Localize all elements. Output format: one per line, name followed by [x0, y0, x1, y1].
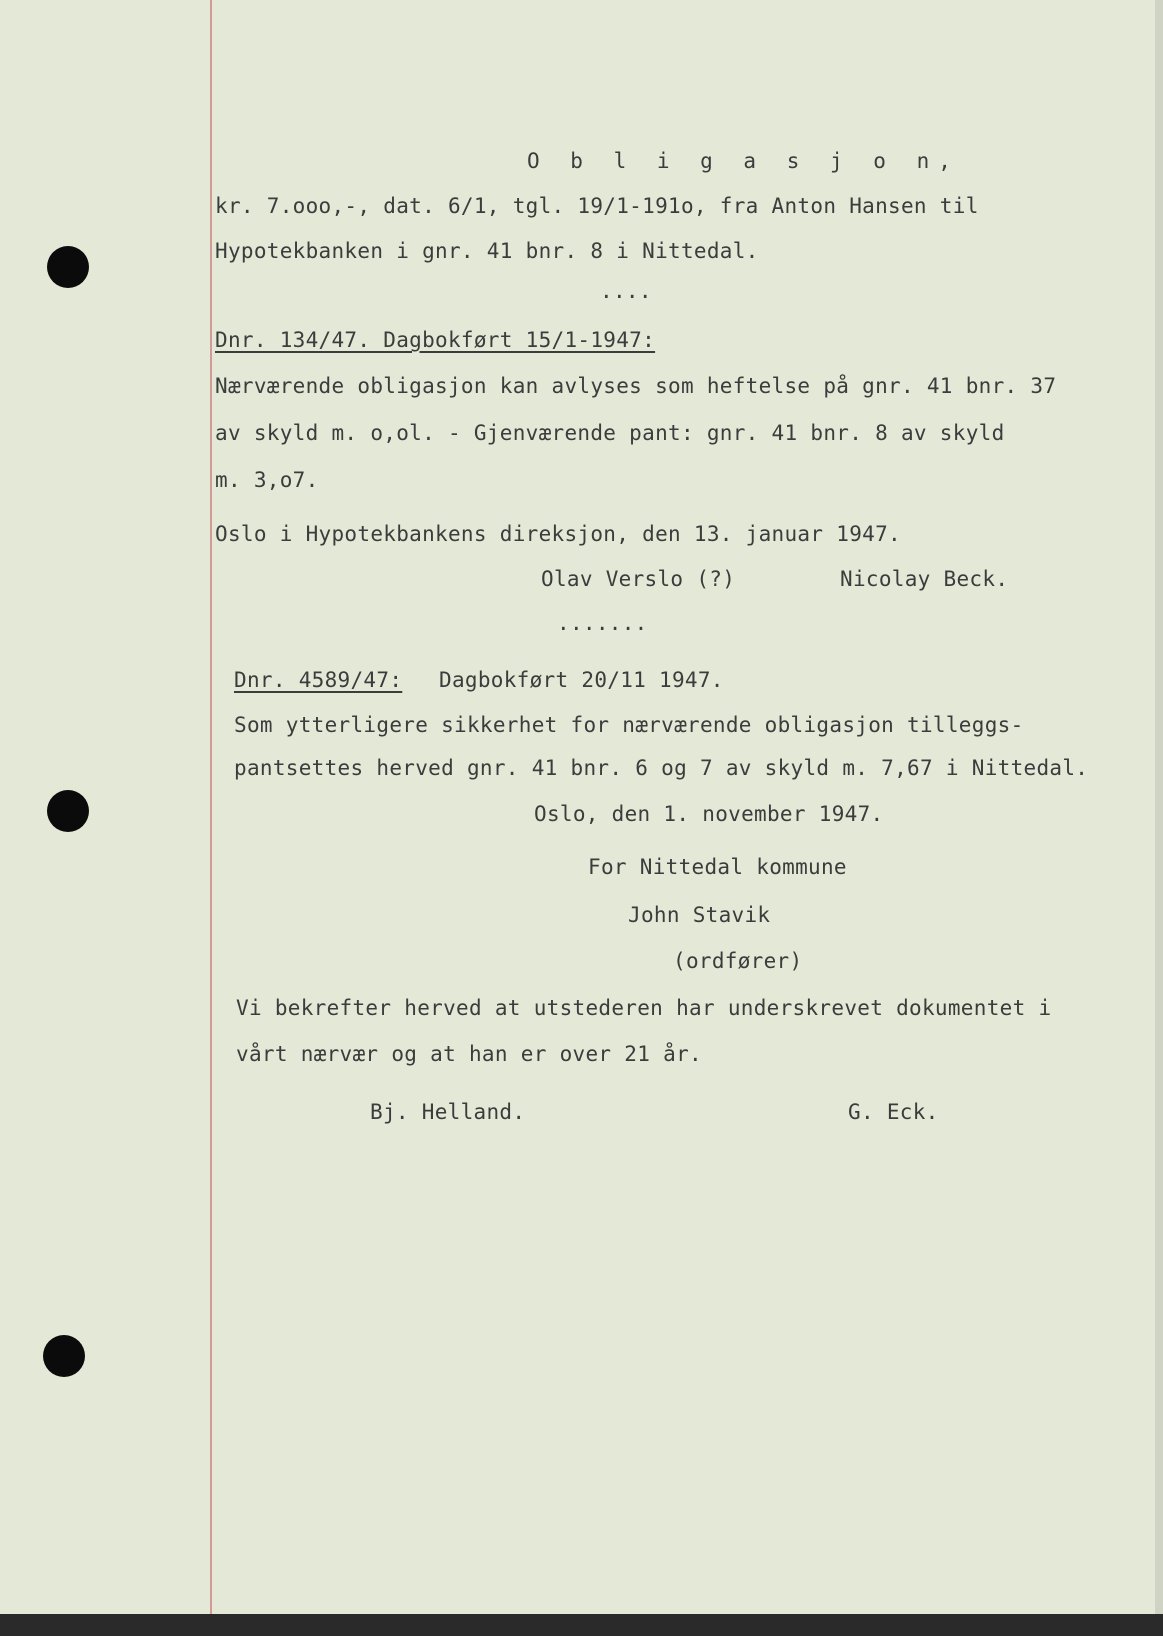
entry-1-body-line-2: av skyld m. o,ol. - Gjenværende pant: gnr. 41 bnr. 8 av skyld [215, 421, 1005, 445]
entry-2-body-line-2: pantsettes herved gnr. 41 bnr. 6 og 7 av skyld m. 7,67 i Nittedal. [234, 756, 1089, 780]
header-line-1: kr. 7.ooo,-, dat. 6/1, tgl. 19/1-191o, fra Anton Hansen til [215, 194, 979, 218]
document-title: O b l i g a s j o n, [527, 149, 960, 173]
scan-edge [1155, 0, 1163, 1636]
entry-2-witness-line-1: Vi bekrefter herved at utstederen har underskrevet dokumentet i [236, 996, 1052, 1020]
entry-1-signature-1: Olav Verslo (?) [541, 567, 736, 591]
entry-2-reference: Dnr. 4589/47: [234, 668, 403, 692]
entry-2-dagbok: Dagbokført 20/11 1947. [439, 668, 724, 692]
entry-2-body-line-1: Som ytterligere sikkerhet for nærværende obligasjon tilleggs- [234, 713, 1024, 737]
separator-1: .... [600, 279, 652, 303]
scan-bottom-edge [0, 1614, 1163, 1636]
separator-2: ....... [557, 611, 648, 635]
entry-1-signature-2: Nicolay Beck. [840, 567, 1009, 591]
entry-1-reference: Dnr. 134/47. Dagbokført 15/1-1947: [215, 328, 656, 352]
entry-2-place-date: Oslo, den 1. november 1947. [534, 802, 884, 826]
entry-1-place-date: Oslo i Hypotekbankens direksjon, den 13. januar 1947. [215, 522, 901, 546]
entry-2-witness-1: Bj. Helland. [370, 1100, 526, 1124]
entry-1-body-line-3: m. 3,o7. [215, 468, 319, 492]
entry-2-witness-line-2: vårt nærvær og at han er over 21 år. [236, 1042, 702, 1066]
entry-2-for-line: For Nittedal kommune [588, 855, 847, 879]
punch-hole-bottom [43, 1335, 85, 1377]
punch-hole-middle [47, 790, 89, 832]
header-line-2: Hypotekbanken i gnr. 41 bnr. 8 i Nittedal. [215, 239, 759, 263]
entry-2-witness-2: G. Eck. [848, 1100, 939, 1124]
entry-2-signer: John Stavik [628, 903, 771, 927]
margin-rule [210, 0, 212, 1636]
entry-2-signer-title: (ordfører) [673, 949, 803, 973]
entry-1-body-line-1: Nærværende obligasjon kan avlyses som heftelse på gnr. 41 bnr. 37 [215, 374, 1057, 398]
punch-hole-top [47, 246, 89, 288]
